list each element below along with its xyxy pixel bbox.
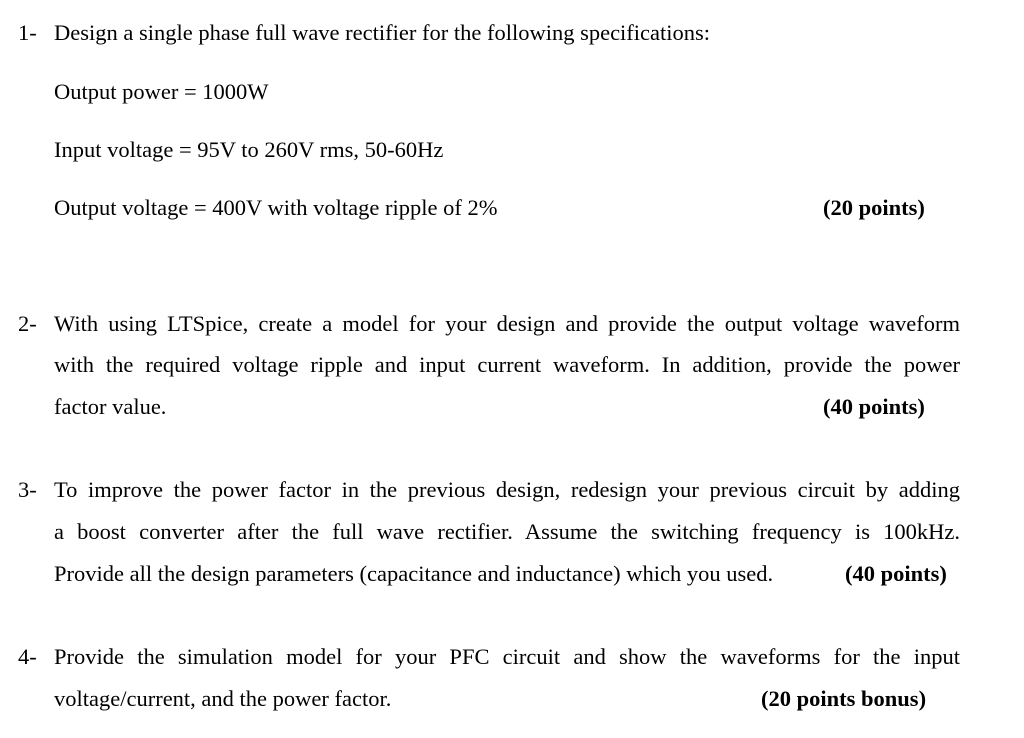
question-number: 1- <box>18 20 37 45</box>
question-number: 2- <box>18 311 37 336</box>
spec-output-voltage: Output voltage = 400V with voltage ripple of 2% <box>54 195 498 220</box>
question-text-line: To improve the power factor in the previous design, redesign your previous circuit by adding <box>54 477 960 502</box>
points-label: (40 points) <box>845 561 947 586</box>
question-number: 4- <box>18 644 37 669</box>
spec-output-power: Output power = 1000W <box>54 79 269 104</box>
question-number: 3- <box>18 477 37 502</box>
question-text-line: factor value. <box>54 394 167 419</box>
points-label: (20 points bonus) <box>761 686 927 711</box>
question-text-line: a boost converter after the full wave rectifier. Assume the switching frequency is 100kHz. <box>54 519 960 544</box>
question-text-line: voltage/current, and the power factor. <box>54 686 392 711</box>
question-text-line: with the required voltage ripple and input current waveform. In addition, provide the power <box>54 352 960 377</box>
spec-input-voltage: Input voltage = 95V to 260V rms, 50-60Hz <box>54 137 444 162</box>
question-text-line: Design a single phase full wave rectifier for the following specifications: <box>54 20 711 45</box>
question-text-line: Provide all the design parameters (capacitance and inductance) which you used. <box>54 561 774 586</box>
points-label: (40 points) <box>823 394 925 419</box>
question-text-line: Provide the simulation model for your PFC circuit and show the waveforms for the input <box>54 644 960 669</box>
points-label: (20 points) <box>823 195 925 220</box>
question-text-line: With using LTSpice, create a model for your design and provide the output voltage waveform <box>54 311 960 336</box>
